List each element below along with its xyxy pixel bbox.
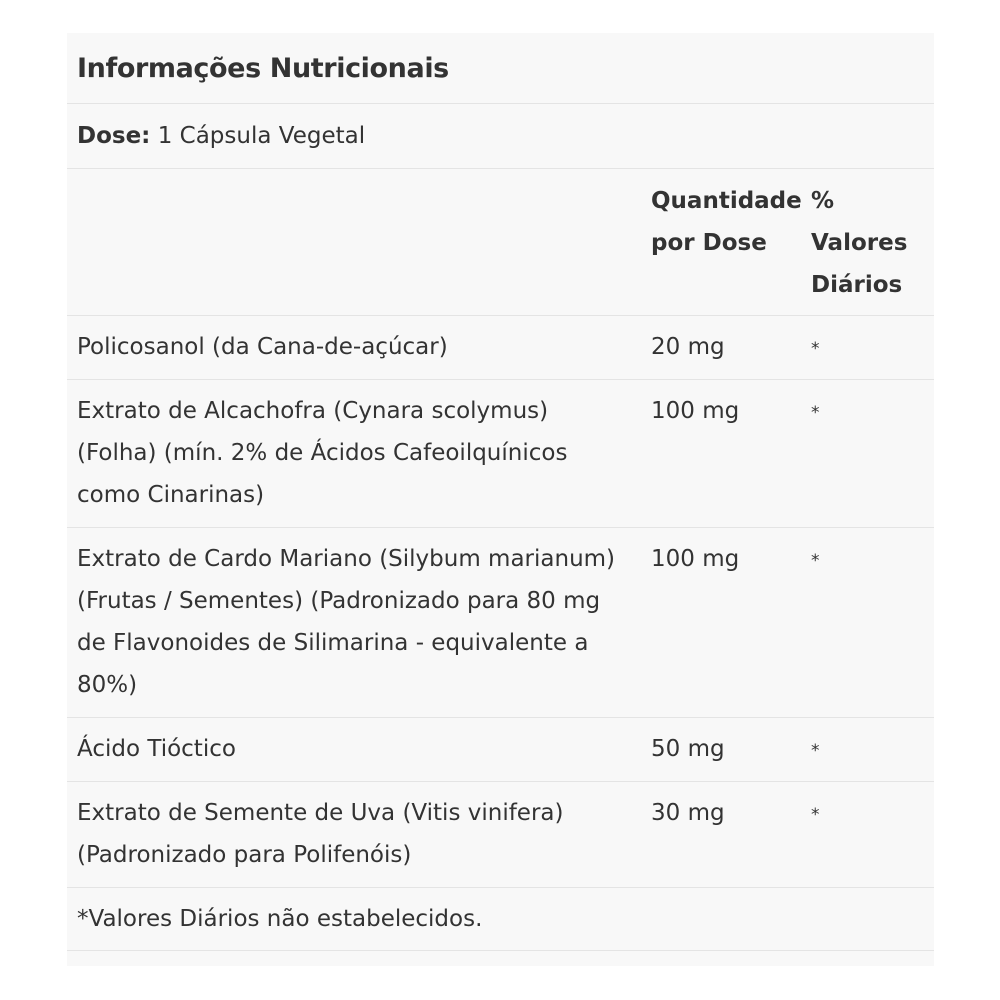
table-row [67, 717, 934, 781]
amount-cell: 20 mg [641, 315, 809, 379]
table-row [67, 781, 934, 887]
footnote: *Valores Diários não estabelecidos. [77, 905, 483, 932]
table-row [67, 379, 934, 527]
ingredient-cell: Policosanol (da Cana-de-açúcar) [67, 315, 641, 379]
header-ingredient [67, 169, 641, 315]
ingredient-cell: Extrato de Alcachofra (Cynara scolymus) (Folha) (mín. 2% de Ácidos Cafeoilquínicos como Cinarinas) [67, 379, 641, 527]
daily-value-cell: * [811, 804, 820, 825]
daily-value-cell: * [811, 338, 820, 359]
ingredient-cell: Extrato de Semente de Uva (Vitis vinifera) (Padronizado para Polifenóis) [67, 781, 641, 887]
amount-cell: 100 mg [641, 379, 809, 527]
dose-label: Dose: [77, 123, 151, 149]
amount-cell: 100 mg [641, 527, 809, 717]
dose-value: 1 Cápsula Vegetal [157, 123, 366, 149]
daily-value-cell: * [811, 402, 820, 423]
nutrition-table [67, 169, 934, 888]
header-daily-value: % Valores Diários [809, 169, 934, 315]
footnote-row [67, 888, 934, 951]
amount-cell: 30 mg [641, 781, 809, 887]
amount-cell: 50 mg [641, 717, 809, 781]
page-title: Informações Nutricionais [77, 52, 449, 84]
ingredient-cell: Ácido Tióctico [67, 717, 641, 781]
daily-value-cell: * [811, 550, 820, 571]
ingredient-cell: Extrato de Cardo Mariano (Silybum marianum) (Frutas / Sementes) (Padronizado para 80 mg de Flavonoides de Silimarina - equivalente a 80%) [67, 527, 641, 717]
table-row [67, 315, 934, 379]
header-amount: Quantidade por Dose [641, 169, 809, 315]
title-row [67, 33, 934, 104]
daily-value-cell: * [811, 740, 820, 761]
dose-row [67, 104, 934, 169]
table-row [67, 527, 934, 717]
table-header-row [67, 169, 934, 315]
nutrition-facts-panel [67, 33, 934, 966]
